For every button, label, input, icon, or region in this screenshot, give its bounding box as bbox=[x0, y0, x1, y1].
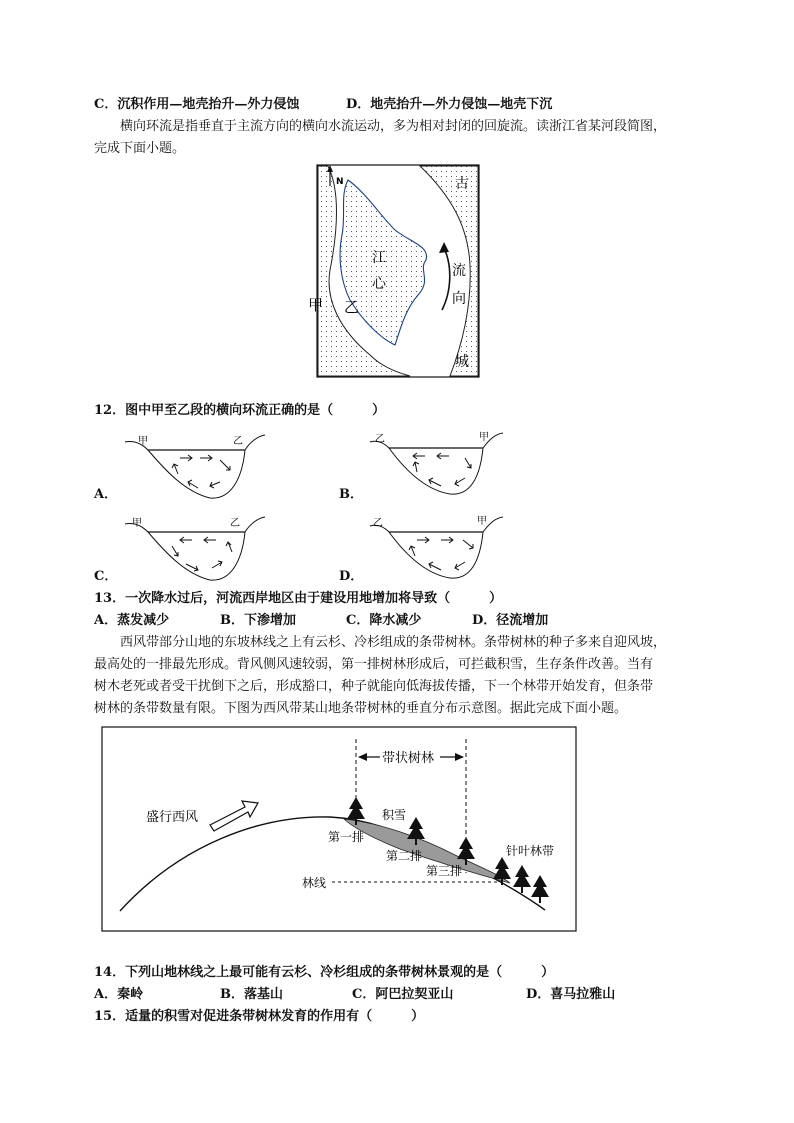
island-label-2: 心 bbox=[372, 276, 386, 292]
q12-option-b-label: B． bbox=[339, 487, 363, 502]
treeline-label: 林线 bbox=[302, 876, 327, 890]
q14-option-c: C．阿巴拉契亚山 bbox=[352, 987, 454, 1002]
q12-diagram-a bbox=[120, 430, 270, 505]
q11-option-c: C．沉积作用—地壳抬升—外力侵蚀 bbox=[94, 97, 300, 112]
wind-label: 盛行西风 bbox=[146, 810, 199, 825]
q12-option-a-label: A． bbox=[94, 487, 118, 502]
point-yi: 乙 bbox=[344, 298, 360, 316]
circulation-arrows-icon bbox=[413, 453, 471, 486]
q12-option-d-label: D． bbox=[339, 569, 364, 584]
q12-a-right: 乙 bbox=[233, 436, 243, 447]
flow-label-2: 向 bbox=[452, 291, 466, 307]
q12-b-right: 甲 bbox=[479, 432, 489, 443]
intro2-line4: 树林的条带数量有限。下图为西风带某山地条带树林的垂直分布示意图。据此完成下面小题。 bbox=[94, 701, 628, 716]
q12-d-left: 乙 bbox=[373, 518, 383, 529]
snow-label: 积雪 bbox=[382, 808, 407, 822]
q12-d-right: 甲 bbox=[477, 516, 487, 527]
q12-c-left: 甲 bbox=[132, 518, 142, 529]
q13-option-d: D．径流增加 bbox=[472, 613, 549, 628]
point-jia: 甲 bbox=[308, 296, 324, 314]
q14-option-a: A．秦岭 bbox=[94, 987, 144, 1002]
intro2-line2: 最高处的一排最先形成。背风侧风速较弱，第一排树林形成后，可拦截积雪，生存条件改善。当有 bbox=[94, 657, 654, 672]
q12-b-left: 乙 bbox=[375, 434, 385, 445]
intro2-line3: 树木老死或者受干扰倒下之后，形成豁口，种子就能向低海拔传播，下一个林带开始发育，但条带 bbox=[94, 679, 654, 694]
q12-diagram-c bbox=[120, 512, 270, 587]
north-label: N bbox=[336, 177, 344, 187]
intro2-line1: 西风带部分山地的东坡林线之上有云杉、冷杉组成的条带树林。条带树林的种子多来自迎风坡， bbox=[120, 635, 667, 650]
river-map bbox=[300, 160, 500, 382]
circulation-arrows-icon bbox=[409, 537, 473, 570]
q12-c-right: 乙 bbox=[230, 518, 240, 529]
city-label-2: 城 bbox=[455, 354, 469, 370]
intro1-line2: 完成下面小题。 bbox=[94, 141, 186, 156]
diagram-frame bbox=[102, 727, 576, 931]
q12-diagram-b bbox=[365, 428, 515, 503]
q12-diagram-d bbox=[365, 512, 515, 587]
q12-option-c-label: C． bbox=[94, 569, 118, 584]
q11-option-d: D．地壳抬升—外力侵蚀—地壳下沉 bbox=[346, 97, 553, 112]
island-label-1: 江 bbox=[372, 250, 386, 266]
q14-stem: 14．下列山地林线之上最可能有云杉、冷杉组成的条带树林景观的是（ ） bbox=[94, 965, 555, 980]
q13-stem: 13．一次降水过后，河流西岸地区由于建设用地增加将导致（ ） bbox=[94, 591, 503, 606]
flow-label-1: 流 bbox=[452, 263, 466, 279]
q12-stem: 12．图中甲至乙段的横向环流正确的是（ ） bbox=[94, 403, 386, 418]
q15-stem: 15．适量的积雪对促进条带树林发育的作用有（ ） bbox=[94, 1009, 425, 1024]
row1-label: 第一排 bbox=[328, 830, 365, 844]
q14-option-d: D．喜马拉雅山 bbox=[526, 987, 616, 1002]
q12-a-left: 甲 bbox=[138, 436, 148, 447]
city-label-1: 古 bbox=[455, 176, 469, 192]
conifer-label: 针叶林带 bbox=[506, 844, 555, 858]
row2-label: 第二排 bbox=[386, 849, 423, 863]
belt-label: 带状树林 bbox=[382, 751, 435, 766]
row3-label: 第三排 bbox=[426, 864, 463, 878]
forest-belt-diagram bbox=[100, 725, 580, 935]
q14-option-b: B．落基山 bbox=[220, 987, 283, 1002]
intro1-line1: 横向环流是指垂直于主流方向的横向水流运动，多为相对封闭的回旋流。读浙江省某河段简图， bbox=[120, 119, 667, 134]
q13-option-a: A．蒸发减少 bbox=[94, 613, 170, 628]
q13-option-b: B．下渗增加 bbox=[220, 613, 296, 628]
q13-option-c: C．降水减少 bbox=[346, 613, 422, 628]
